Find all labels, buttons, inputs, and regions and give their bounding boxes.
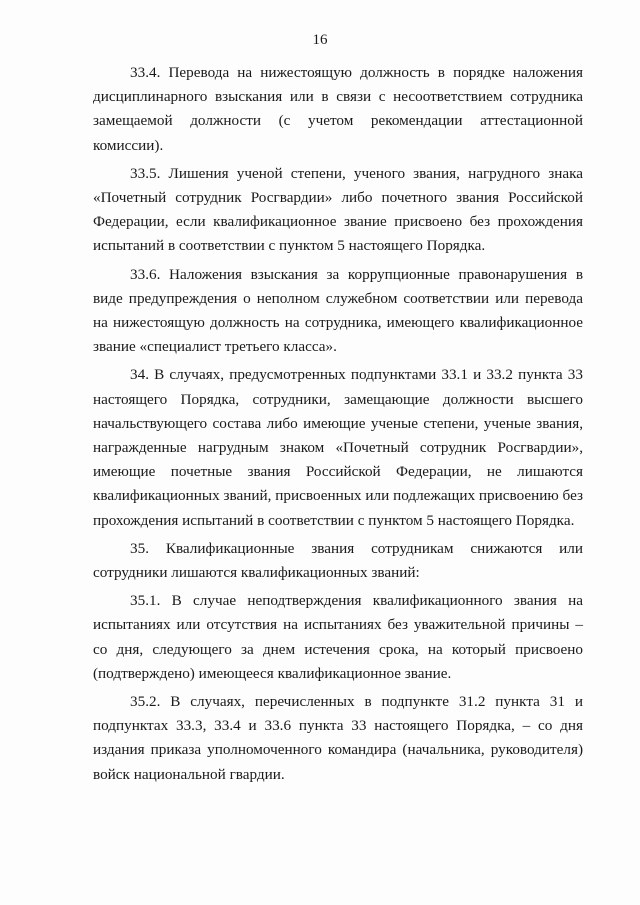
paragraph-33-5: 33.5. Лишения ученой степени, ученого звания, нагрудного знака «Почетный сотрудник Росгвардии» либо почетного звания Российской Федерации, если квалификационное звание присвоено без прохождения испытаний в соответствии с пунктом 5 настоящего Порядка.	[93, 164, 583, 255]
paragraph-35: 35. Квалификационные звания сотрудникам снижаются или сотрудники лишаются квалификационных званий:	[93, 539, 583, 582]
paragraph-34: 34. В случаях, предусмотренных подпунктами 33.1 и 33.2 пункта 33 настоящего Порядка, сотрудники, замещающие должности высшего начальствующего состава либо имеющие ученые степени, ученые звания, награжденные нагрудным знаком «Почетный сотрудник Росгвардии», имеющие почетные звания Российской Федерации, не лишаются квалификационных званий, присвоенных или подлежащих присвоению без прохождения испытаний в соответствии с пунктом 5 настоящего Порядка.	[93, 366, 583, 529]
page-number: 16	[312, 32, 328, 48]
paragraph-33-6: 33.6. Наложения взыскания за коррупционные правонарушения в виде предупреждения о неполном служебном соответствии или перевода на нижестоящую должность на сотрудника, имеющего квалификационное звание «специалист третьего класса».	[93, 265, 583, 356]
document-body	[93, 61, 583, 791]
paragraph-35-1: 35.1. В случае неподтверждения квалификационного звания на испытаниях или отсутствия на испытаниях без уважительной причины – со дня, следующего за днем истечения срока, на который присвоено (подтверждено) имеющееся квалификационное звание.	[93, 592, 583, 682]
paragraph-33-4: 33.4. Перевода на нижестоящую должность в порядке наложения дисциплинарного взыскания или в связи с несоответствием сотрудника замещаемой должности (с учетом рекомендации аттестационной комиссии).	[93, 64, 583, 154]
paragraph-35-2: 35.2. В случаях, перечисленных в подпункте 31.2 пункта 31 и подпунктах 33.3, 33.4 и 33.6 пункта 33 настоящего Порядка, – со дня издания приказа уполномоченного командира (начальника, руководителя) войск национальной гвардии.	[93, 693, 583, 783]
